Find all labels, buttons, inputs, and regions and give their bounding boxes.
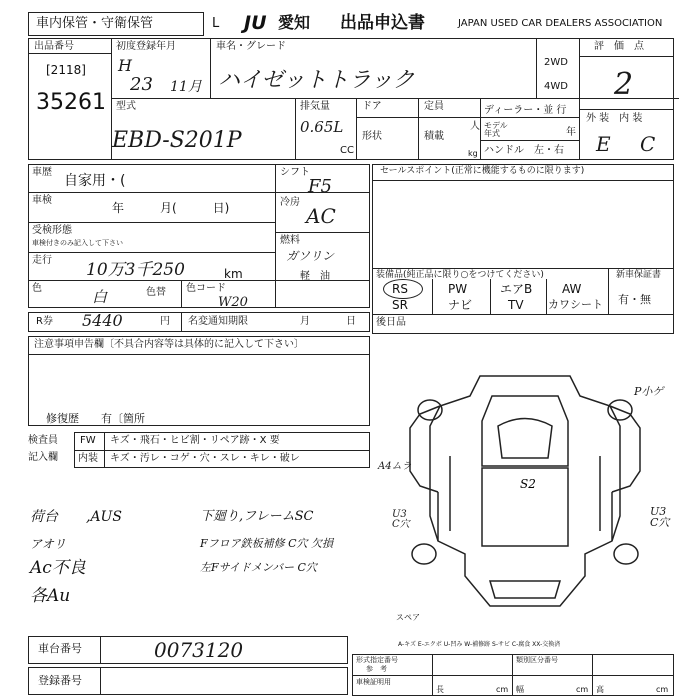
model-code: EBD-S201P (112, 128, 242, 153)
chassis-label: 車台番号 (38, 642, 82, 655)
yen-unit: 円 (160, 316, 170, 327)
equip-tv: TV (508, 298, 524, 312)
car-diagram (380, 366, 670, 626)
association-name: JAPAN USED CAR DEALERS ASSOCIATION (458, 18, 663, 29)
drive-4wd: 4WD (544, 81, 568, 92)
width-label: 幅 (516, 685, 524, 694)
disp-value: 0.65L (300, 118, 344, 136)
mileage-value: 10万3千250 (86, 260, 185, 280)
corner-mark: L (212, 16, 220, 31)
km-unit: km (224, 267, 243, 281)
height-label: 高 (596, 685, 604, 694)
fuel-label: 燃料 (280, 235, 300, 246)
fuel-diesel: 軽 油 (300, 271, 330, 282)
note-line-2: アオリ (30, 537, 66, 551)
first-reg-label: 初度登録年月 (116, 41, 176, 52)
category-value: 自家用・( (64, 173, 126, 189)
manual-label: 新車保証書 (616, 270, 662, 280)
int-label: 内装 (78, 453, 98, 464)
load-label: 積載 (424, 131, 444, 142)
lot-bracket: [2118] (46, 63, 86, 77)
rs-circle (383, 279, 423, 299)
model-label: 型式 (116, 101, 136, 112)
reg-label: 登録番号 (38, 674, 82, 687)
equip-pw: PW (448, 282, 468, 296)
form-title: 出品申込書 (340, 13, 425, 33)
inspector-label: 検査員 (28, 435, 58, 446)
mark-pillar: P小ゲ (634, 385, 664, 398)
note-right-1: 下廻り,フレームSC (200, 509, 314, 524)
height-unit: cm (656, 685, 669, 694)
repair-label: 修復歴 有〔箇所 (46, 412, 145, 425)
door-label: ドア (362, 101, 382, 112)
equip-leather: カワシート (548, 298, 603, 311)
record-label: 記入欄 (28, 452, 58, 463)
int-grade: C (640, 132, 656, 156)
equip-airbag: エアB (500, 282, 533, 296)
fw-label: FW (80, 435, 96, 446)
equip-sr: SR (392, 298, 408, 312)
ac-value: AC (306, 204, 336, 228)
class-label: 類別区分番号 (516, 656, 558, 664)
damage-legend: A-キズ E-エクボ U-凹み W-補修跡 S-サビ C-腐食 XX-交換済 (398, 641, 561, 648)
kg-unit: kg (468, 149, 478, 158)
receipt-label: 受検形態 (32, 225, 72, 236)
color-value: 白 (92, 288, 108, 306)
equip-label: 装備品(純正品に限り○をつけてください) (376, 270, 544, 280)
dealer-label: ディーラー・並 行 (484, 105, 567, 116)
chassis-number: 0073120 (154, 638, 244, 662)
note-right-2: Fフロア鉄板補修 C穴 欠損 (200, 537, 334, 550)
car-name: ハイゼットトラック (218, 68, 415, 93)
inspection-label: 車検 (32, 195, 52, 206)
shift-label: シフト (280, 167, 310, 178)
mark-a4: A4ムラ (378, 461, 412, 472)
person-unit: 人 (470, 121, 480, 132)
spare-label: スペア (396, 613, 420, 622)
color-label: 色 (32, 283, 42, 294)
category-label: 車歴 (32, 167, 52, 178)
cc-unit: CC (340, 145, 354, 156)
equip-rs: RS (392, 282, 408, 296)
score-label: 評 価 点 (594, 41, 644, 52)
year-unit: 年 (566, 127, 576, 138)
lot-number: 35261 (36, 90, 106, 115)
cert-sub: 参 考 (366, 665, 387, 673)
reg-month: 11月 (170, 79, 202, 95)
ext-grade: E (596, 132, 611, 156)
lot-label: 出品番号 (34, 41, 74, 52)
drive-2wd: 2WD (544, 57, 568, 68)
era: H (118, 56, 132, 75)
length-unit: cm (496, 685, 509, 694)
score: 2 (614, 67, 634, 102)
ext-int-label: 外 装 内 装 (586, 113, 643, 124)
reg-year: 23 (130, 74, 153, 95)
equip-aw: AW (562, 282, 582, 296)
length-label: 長 (436, 685, 444, 694)
cert-label: 形式指定番号 (356, 656, 398, 664)
ju-logo: JU (244, 12, 267, 34)
handle-label: ハンドル 左・右 (484, 145, 564, 156)
transfer-day: 日 (346, 316, 356, 327)
model-year-label: モデル 年式 (484, 121, 508, 138)
name-label: 車名・グレード (216, 41, 286, 52)
org-name: 愛知 (278, 13, 311, 32)
width-unit: cm (576, 685, 589, 694)
color-code: W20 (218, 295, 248, 310)
note-line-4: 各Au (30, 586, 71, 606)
mileage-label: 走行 (32, 255, 52, 266)
note-line-1: 荷台 ,AUS (30, 509, 122, 525)
mark-s2: S2 (520, 477, 536, 491)
fuel-value: ガソリン (286, 249, 335, 263)
capacity-label: 定員 (424, 101, 444, 112)
note-line-3: Ac不良 (30, 558, 86, 578)
int-items: キズ・汚レ・コゲ・穴・スレ・キレ・破レ (110, 453, 300, 464)
transfer-label: 名変通知期限 (188, 316, 248, 327)
price-value: 5440 (82, 311, 123, 330)
fw-items: キズ・飛石・ヒビ割・リペア跡・X 要 (110, 435, 280, 446)
sales-title: セールスポイント(正常に機能するものに限ります) (380, 166, 585, 176)
color-code-label: 色コード (186, 283, 226, 294)
cert2-label: 車検証明用 (356, 678, 391, 686)
mark-u3-right: U3 C穴 (650, 505, 670, 529)
storage-label: 車内保管・守衛保管 (36, 16, 154, 31)
disp-label: 排気量 (300, 101, 330, 112)
receipt-sub: 車検付きのみ記入して下さい (32, 239, 123, 247)
after-label: 後日品 (376, 317, 406, 328)
mark-u3-left: U3 C穴 (392, 509, 410, 530)
manual-value: 有・無 (618, 293, 651, 306)
equip-navi: ナビ (448, 298, 473, 312)
shift-value: F5 (308, 176, 332, 197)
color-swap-label: 色替 (146, 287, 166, 298)
shape-label: 形状 (362, 131, 382, 142)
transfer-month: 月 (300, 316, 310, 327)
notes-title: 注意事項申告欄〔不具合内容等は具体的に記入して下さい〕 (34, 339, 304, 350)
inspection-value: 年 月( 日) (112, 201, 230, 215)
note-right-3: 左Fサイドメンバー C穴 (200, 561, 317, 574)
ac-label: 冷房 (280, 197, 300, 208)
price-label: R券 (36, 316, 53, 327)
